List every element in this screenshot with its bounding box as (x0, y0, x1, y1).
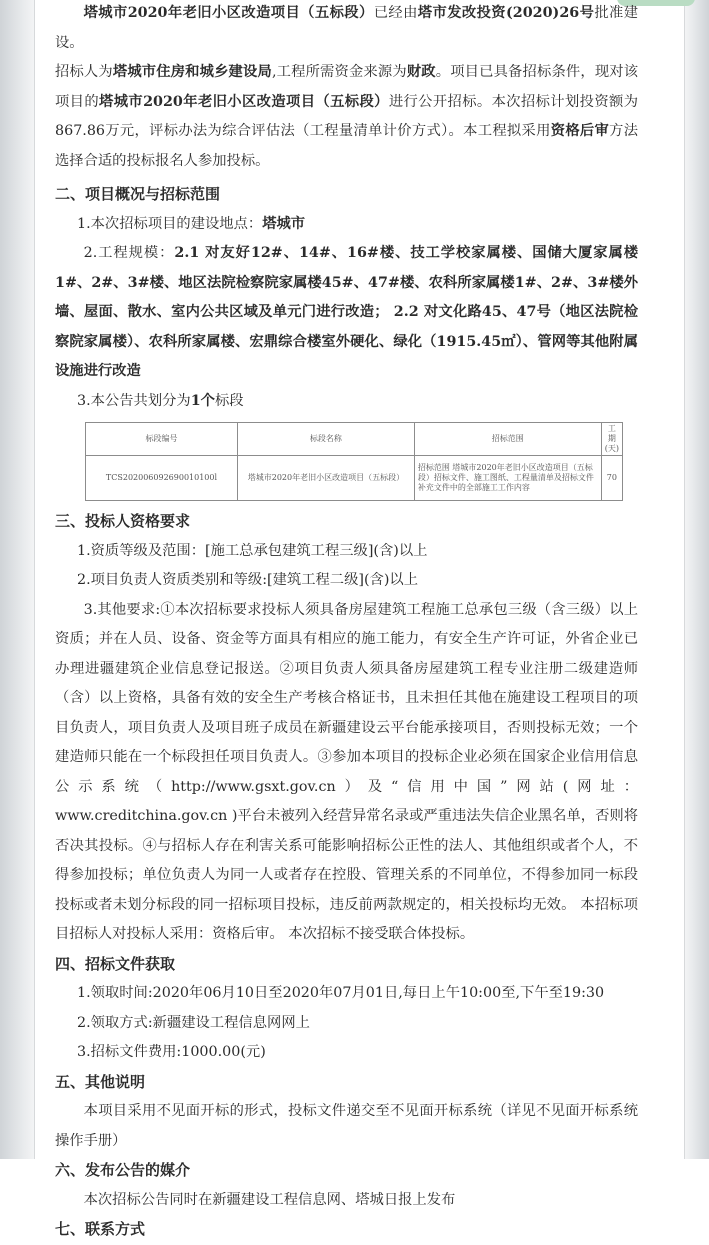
location-item (55, 210, 638, 240)
intro-text: 进行公开招标。本次招标计划投资额为867.86万元，评标办法为综合评估法（工程量清单计价方式）。本工程拟采用 (55, 93, 639, 139)
section-heading-3: 三、投标人资格要求 (55, 512, 191, 530)
table-row (86, 456, 623, 501)
project-name: 塔城市2020年老旧小区改造项目（五标段） (99, 93, 389, 110)
scale-label: 2.工程规模： (83, 245, 175, 261)
location-value: 塔城市 (262, 215, 306, 232)
location-label: 1.本次招标项目的建设地点： (77, 215, 263, 232)
table-cell: TCS202006092690010100l (86, 456, 238, 501)
left-page-margin (0, 0, 34, 1159)
section-heading-7: 七、联系方式 (55, 1220, 146, 1238)
scale-value: 2.1 对友好12#、14#、16#楼、技工学校家属楼、国储大厦家属楼1#、2#、3#楼、地区法院检察院家属楼45#、47#楼、农科所家属楼1#、2#、3#楼外墙、屋面、散水、室内公共区域及单元门进行改造； 2.2 对文化路45、47号（地区法院检察院家属楼）、农科所家属楼、宏鼎综合楼室外硬化、绿化（1915.45㎡）、管网等其他附属设施进行改造 (55, 245, 638, 379)
funding-source: 财政 (406, 64, 436, 80)
scale-item (55, 239, 638, 387)
manager-qualification-item: 2.项目负责人资质类别和等级:[建筑工程二级](含)以上 (77, 572, 419, 588)
sections-label: 标段 (214, 392, 244, 409)
table-header: 招标范围 (414, 423, 601, 456)
right-page-margin (685, 0, 709, 1159)
section-heading-2: 二、项目概况与招标范围 (55, 185, 221, 203)
intro-paragraph (55, 58, 638, 176)
right-margin-rule (684, 0, 685, 1159)
section-heading-4: 四、招标文件获取 (55, 954, 176, 973)
table-header: 标段名称 (237, 423, 414, 456)
sections-count: 1个 (190, 392, 215, 409)
table-header: 标段编号 (86, 423, 238, 456)
qualification-item: 1.资质等级及范围：[施工总承包建筑工程三级](含)以上 (77, 542, 428, 559)
intro-text: ,工程所需资金来源为 (271, 64, 407, 80)
table-header: 工期(天) (601, 423, 622, 456)
table-cell: 招标范围 塔城市2020年老旧小区改造项目（五标段）招标文件、施工图纸、工程量清单及招标文件补充文件中的全部施工工作内容 (414, 456, 601, 501)
section-heading-5: 五、其他说明 (55, 1072, 146, 1091)
document-fee: 3.招标文件费用:1000.00(元) (77, 1044, 266, 1060)
sections-label: 3.本公告共划分为 (77, 392, 191, 409)
intro-line-1 (55, 0, 638, 58)
section-heading-6: 六、发布公告的媒介 (55, 1161, 191, 1179)
media-notice: 本次招标公告同时在新疆建设工程信息网、塔城日报上发布 (83, 1191, 456, 1208)
other-requirements: 3.其他要求:①本次招标要求投标人须具备房屋建筑工程施工总承包三级（含三级）以上资质；并在人员、设备、资金等方面具有相应的施工能力，有安全生产许可证，外省企业已办理进疆建筑企业信息登记报送。②项目负责人须具备房屋建筑工程专业注册二级建造师（含）以上资格，具备有效的安全生产考核合格证书，且未担任其他在施建设工程项目的项目负责人，项目负责人及项目班子成员在新疆建设云平台能承接项目，否则投标无效；一个建造师只能在一个标段担任项目负责人。③参加本项目的投标企业必须在国家企业信用信息公示系统（http://www.gsxt.gov.cn）及“信用中国”网站(网址：www.creditchina.gov.cn )平台未被列入经营异常名录或严重违法失信企业黑名单，否则将否决其投标。④与招标人存在利害关系可能影响招标公正性的法人、其他组织或者个人，不得参加投标；单位负责人为同一人或者存在控股、管理关系的不同单位，不得参加同一标段投标或者未划分标段的同一招标项目投标，违反前两款规定的，相关投标均无效。 本招标项目招标人对投标人采用：资格后审。 本次招标不接受联合体投标。 (55, 601, 638, 942)
intro-text: 批准建设。 (55, 5, 639, 51)
intro-text: 。项目已具备招标条件，现对该项目的 (55, 64, 639, 110)
left-margin-rule (34, 0, 35, 1159)
table-header-row (86, 423, 623, 456)
qualification-method: 资格后审 (550, 123, 610, 139)
announcement-document (55, 0, 638, 1245)
table-cell: 70 (601, 456, 622, 501)
pickup-time: 1.领取时间:2020年06月10日至2020年07月01日,每日上午10:00至,下午至19:30 (77, 985, 605, 1001)
sections-item (55, 387, 638, 417)
approval-number: 塔市发改投资(2020)26号 (417, 5, 595, 21)
intro-text: 已经由 (373, 5, 418, 21)
intro-text: 方法选择合适的投标报名人参加投标。 (55, 123, 639, 169)
project-name: 塔城市2020年老旧小区改造项目（五标段） (83, 5, 374, 21)
bid-section-table (85, 422, 623, 501)
tenderer-name: 塔城市住房和城乡建设局 (112, 64, 272, 80)
other-notes: 本项目采用不见面开标的形式，投标文件递交至不见面开标系统（详见不见面开标系统操作手册） (55, 1103, 638, 1149)
pickup-method: 2.领取方式:新疆建设工程信息网网上 (77, 1014, 310, 1031)
intro-text: 招标人为 (55, 64, 113, 80)
table-cell: 塔城市2020年老旧小区改造项目（五标段） (237, 456, 414, 501)
